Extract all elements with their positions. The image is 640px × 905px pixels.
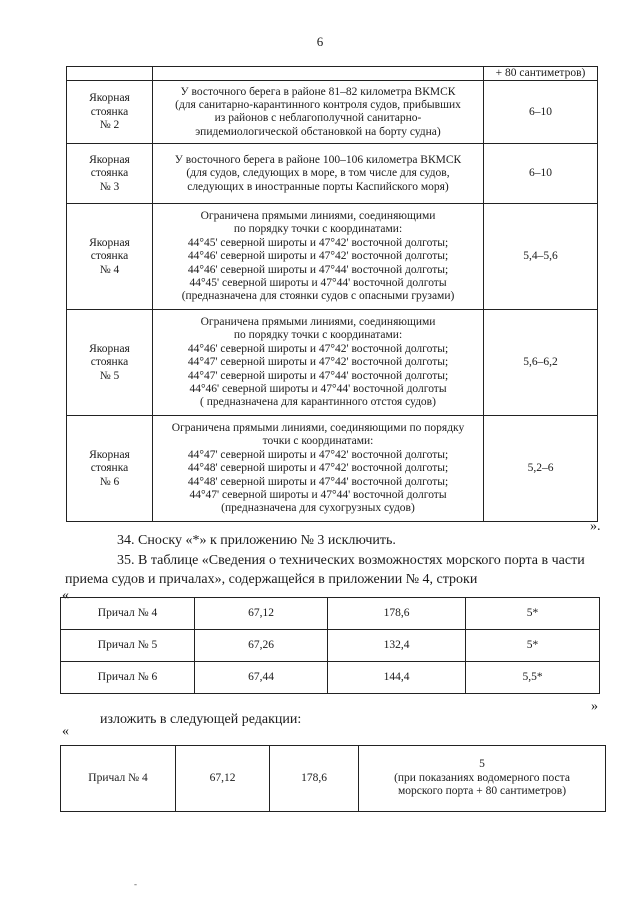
berth-table-new (60, 745, 606, 812)
berth-value-cell: 144,4 (328, 662, 466, 694)
berth-name-cell: Причал № 5 (61, 630, 195, 662)
closing-quote: ». (590, 519, 601, 534)
anchorage-name: Якорная стоянка № 3 (67, 144, 153, 204)
anchorage-name: Якорная стоянка № 6 (67, 416, 153, 522)
anchorage-depth: 5,6–6,2 (484, 310, 598, 416)
berth-value-cell: 178,6 (270, 746, 359, 812)
anchorage-depth: 6–10 (484, 81, 598, 144)
item-35-text-line1: 35. В таблице «Сведения о технических возможностях морского порта в части (117, 553, 585, 568)
berth-name-cell: Причал № 6 (61, 662, 195, 694)
anchorage-row (67, 416, 598, 522)
berth-length-cell: 67,44 (195, 662, 328, 694)
anchorage-name: Якорная стоянка № 5 (67, 310, 153, 416)
berth-name-cell: Причал № 4 (61, 746, 176, 812)
berth-value-cell: 132,4 (328, 630, 466, 662)
opening-quote: « (62, 588, 69, 603)
header-note-cell: + 80 сантиметров) (484, 67, 598, 81)
anchorage-description: Ограничена прямыми линиями, соединяющими по порядку точки с координатами: 44°46' северной широты и 47°42' восточной долготы; 44°47' северной широты и 47°42' восточной долготы; 44°47' северной широты и 47°44' восточной долготы; 44°46' северной широты и 47°44' восточной долготы ( предназначена для карантинного отстоя судов) (153, 310, 484, 416)
berth-depth-cell: 5* (466, 598, 600, 630)
anchorage-row (67, 204, 598, 310)
opening-quote: « (62, 724, 69, 739)
berth-length-cell: 67,26 (195, 630, 328, 662)
berth-length-cell: 67,12 (195, 598, 328, 630)
berth-depth-cell: 5* (466, 630, 600, 662)
closing-quote: » (591, 699, 598, 714)
header-cell-empty-1 (67, 67, 153, 81)
anchorage-description: Ограничена прямыми линиями, соединяющими по порядку точки с координатами: 44°47' северной широты и 47°42' восточной долготы; 44°48' северной широты и 47°42' восточной долготы; 44°48' северной широты и 47°44' восточной долготы; 44°47' северной широты и 47°44' восточной долготы (предназначена для сухогрузных судов) (153, 416, 484, 522)
item-34-text: 34. Сноску «*» к приложению № 3 исключить. (117, 533, 396, 548)
item-35-text-line2: приема судов и причалах», содержащейся в приложении № 4, строки (65, 572, 478, 587)
anchorage-depth: 5,4–5,6 (484, 204, 598, 310)
berth-depth-cell: 5,5* (466, 662, 600, 694)
page-number: 6 (316, 34, 324, 49)
anchorage-row (67, 310, 598, 416)
anchorage-row (67, 144, 598, 204)
berth-value-cell: 178,6 (328, 598, 466, 630)
bottom-mark: - (134, 879, 137, 889)
table-row (61, 630, 600, 662)
table-row (61, 746, 606, 812)
berth-table-old (60, 597, 600, 694)
anchorage-description: У восточного берега в районе 100–106 километра ВКМСК (для судов, следующих в море, в том числе для судов, следующих в иностранные порты Каспийского моря) (153, 144, 484, 204)
edit-instruction: изложить в следующей редакции: (100, 712, 302, 727)
table-row (61, 598, 600, 630)
berth-depth-cell: 5 (при показаниях водомерного поста морского порта + 80 сантиметров) (359, 746, 606, 812)
anchorage-depth: 6–10 (484, 144, 598, 204)
anchorage-name: Якорная стоянка № 2 (67, 81, 153, 144)
anchorage-description: Ограничена прямыми линиями, соединяющими по порядку точки с координатами: 44°45' северной широты и 47°42' восточной долготы; 44°46' северной широты и 47°42' восточной долготы; 44°46' северной широты и 47°44' восточной долготы; 44°45' северной широты и 47°44' восточной долготы (предназначена для стоянки судов с опасными грузами) (153, 204, 484, 310)
berth-length-cell: 67,12 (176, 746, 270, 812)
table-row (61, 662, 600, 694)
berth-name-cell: Причал № 4 (61, 598, 195, 630)
anchorage-name: Якорная стоянка № 4 (67, 204, 153, 310)
anchorage-table (66, 66, 598, 522)
anchorage-depth: 5,2–6 (484, 416, 598, 522)
anchorage-description: У восточного берега в районе 81–82 километра ВКМСК (для санитарно-карантинного контроля судов, прибывших из районов с неблагополучной санитарно- эпидемиологической обстановкой на борту судна) (153, 81, 484, 144)
header-cell-empty-2 (153, 67, 484, 81)
anchorage-row (67, 81, 598, 144)
